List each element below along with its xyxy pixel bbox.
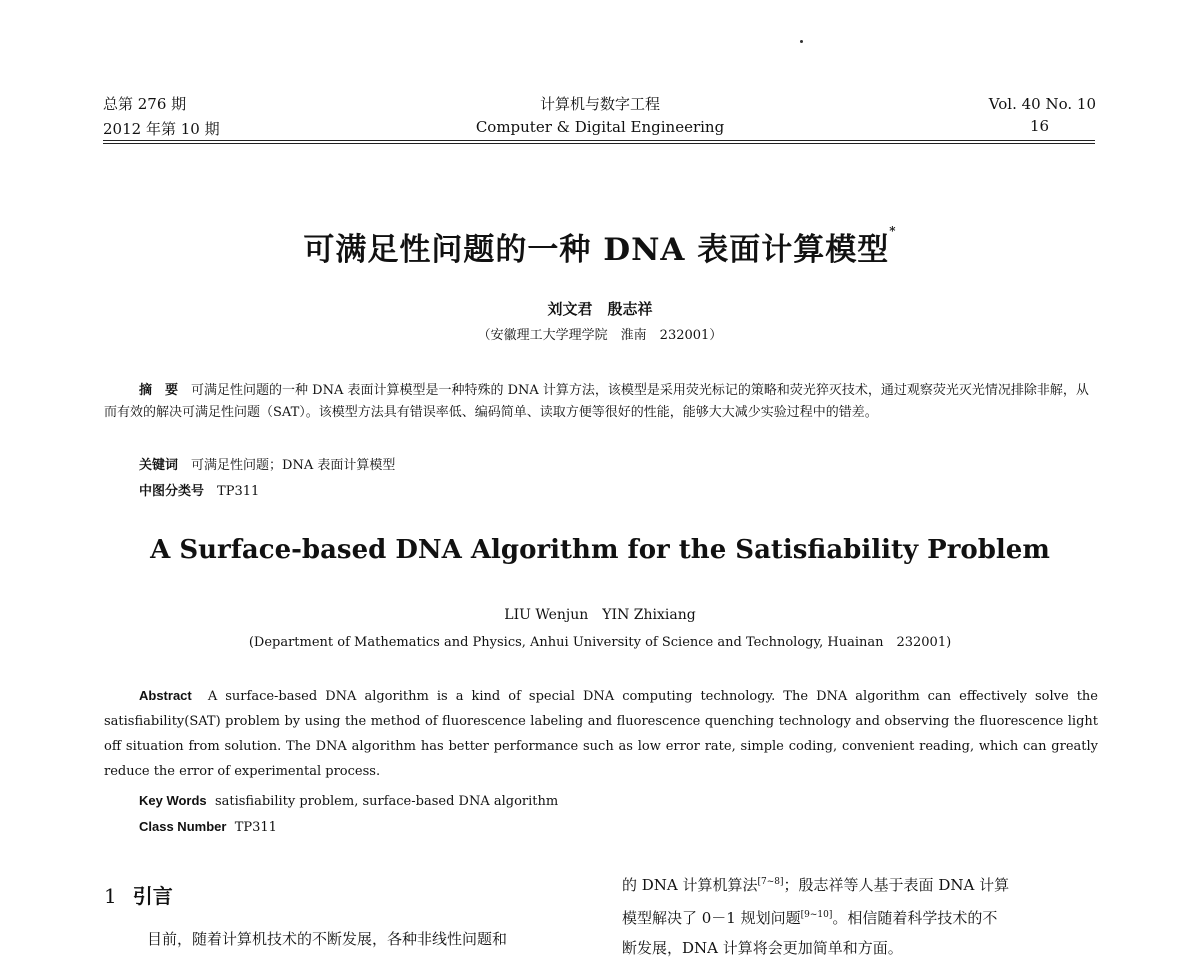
header-rule-double — [103, 143, 1095, 144]
issue-year: 2012 年第 10 期 — [103, 120, 220, 138]
section-number: 1 — [104, 884, 117, 908]
abstract-en-label: Abstract — [139, 688, 192, 703]
paper-title-cn: 可满足性问题的一种 DNA 表面计算模型* — [303, 224, 897, 268]
citation: [7~8] — [757, 877, 784, 887]
header-rule — [103, 140, 1095, 141]
paper-title-en: A Surface-based DNA Algorithm for the Satisfiability Problem — [150, 535, 1050, 565]
abstract-cn-text: 可满足性问题的一种 DNA 表面计算模型是一种特殊的 DNA 计算方法，该模型是采用荧光标记的策略和荧光猝灭技术，通过观察荧光灭光情况排除非解，从而有效的解决可满足性问题（SAT）。该模型方法具有错误率低、编码简单、读取方便等很好的性能，能够大大减少实验过程中的错差。 — [104, 383, 1089, 420]
class-cn-label: 中图分类号 — [139, 484, 205, 499]
body-text-left: 目前，随着计算机技术的不断发展，各种非线性问题和 — [147, 930, 508, 948]
affiliation-cn: （安徽理工大学理学院 淮南 232001） — [477, 328, 723, 343]
scan-speck — [800, 40, 803, 43]
abstract-cn — [104, 380, 1096, 424]
keywords-cn: 关键词 可满足性问题；DNA 表面计算模型 — [139, 458, 396, 473]
footnote-mark: * — [889, 224, 897, 238]
journal-name-en: Computer & Digital Engineering — [475, 118, 725, 136]
volume-number: Vol. 40 No. 10 — [988, 95, 1096, 113]
abstract-en — [104, 683, 1098, 784]
keywords-cn-label: 关键词 — [139, 458, 179, 473]
section-heading — [104, 880, 173, 909]
keywords-en-label: Key Words — [139, 793, 207, 808]
class-number-en: Class Number TP311 — [139, 819, 277, 835]
authors-cn: 刘文君 殷志祥 — [547, 300, 653, 318]
abstract-cn-label: 摘 要 — [139, 383, 179, 398]
class-number-cn: 中图分类号 TP311 — [139, 484, 260, 499]
class-en-label: Class Number — [139, 819, 227, 834]
keywords-en: Key Words satisfiability problem, surface-based DNA algorithm — [139, 793, 559, 809]
issue-total: 总第 276 期 — [103, 95, 187, 113]
body-text-right: 的 DNA 计算机算法[7~8]；殷志祥等人基于表面 DNA 计算 模型解决了 0－1 规划问题[9~10]。相信随着科学技术的不 断发展，DNA 计算将会更加简单和方面。 — [622, 876, 1010, 957]
authors-en: LIU Wenjun YIN Zhixiang — [504, 607, 696, 623]
citation: [9~10] — [800, 910, 833, 920]
section-title: 引言 — [132, 884, 173, 908]
page-number: 16 — [1030, 117, 1050, 135]
abstract-en-text: A surface-based DNA algorithm is a kind of special DNA computing technology. The DNA algorithm can effectively solve the satisfiability(SAT) problem by using the method of fluorescence labeling and fluorescence quenching technology and observing the fluorescence light off situation from solution. The DNA algorithm has better performance such as low error rate, simple coding, convenient reading, which can greatly reduce the error of experimental process. — [104, 689, 1098, 779]
affiliation-en: (Department of Mathematics and Physics, Anhui University of Science and Technology, Huainan 232001) — [248, 635, 952, 650]
journal-name-cn: 计算机与数字工程 — [539, 95, 660, 113]
